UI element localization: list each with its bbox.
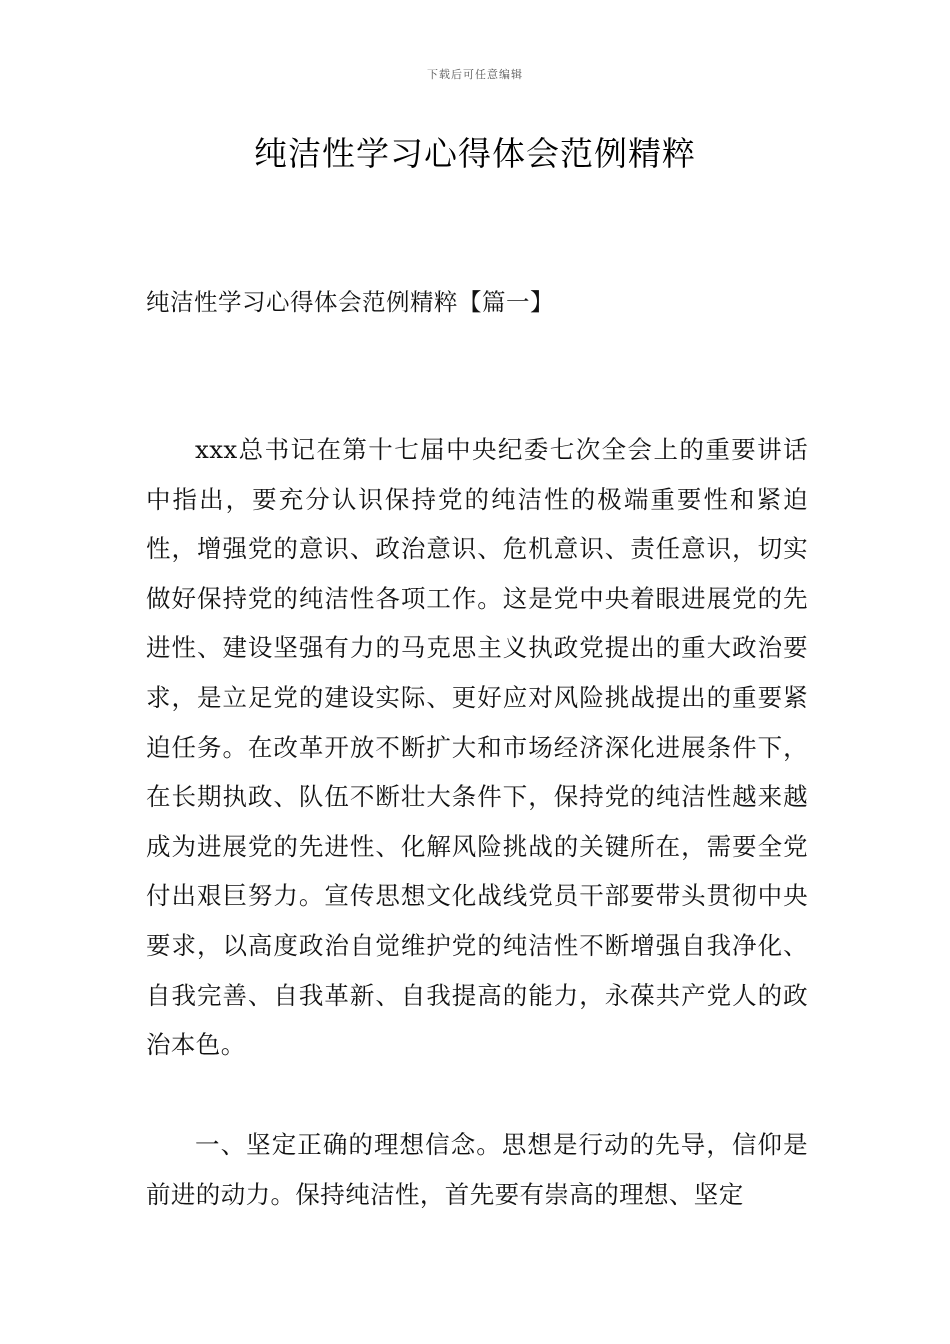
body-paragraph: 一、坚定正确的理想信念。思想是行动的先导，信仰是前进的动力。保持纯洁性，首先要有崇高的理想、坚定 [146, 1130, 808, 1209]
header-note: 下载后可任意编辑 [427, 68, 523, 81]
document-title: 纯洁性学习心得体会范例精粹 [254, 134, 696, 173]
section-heading: 纯洁性学习心得体会范例精粹【篇一】 [146, 288, 554, 316]
body-paragraph: xxx总书记在第十七届中央纪委七次全会上的重要讲话中指出，要充分认识保持党的纯洁性的极端重要性和紧迫性，增强党的意识、政治意识、危机意识、责任意识，切实做好保持党的纯洁性各项工作。这是党中央着眼进展党的先进性、建设坚强有力的马克思主义执政党提出的重大政治要求，是立足党的建设实际、更好应对风险挑战提出的重要紧迫任务。在改革开放不断扩大和市场经济深化进展条件下，在长期执政、队伍不断壮大条件下，保持党的纯洁性越来越成为进展党的先进性、化解风险挑战的关键所在，需要全党付出艰巨努力。宣传思想文化战线党员干部要带头贯彻中央要求，以高度政治自觉维护党的纯洁性不断增强自我净化、自我完善、自我革新、自我提高的能力，永葆共产党人的政治本色。 [146, 435, 808, 1060]
